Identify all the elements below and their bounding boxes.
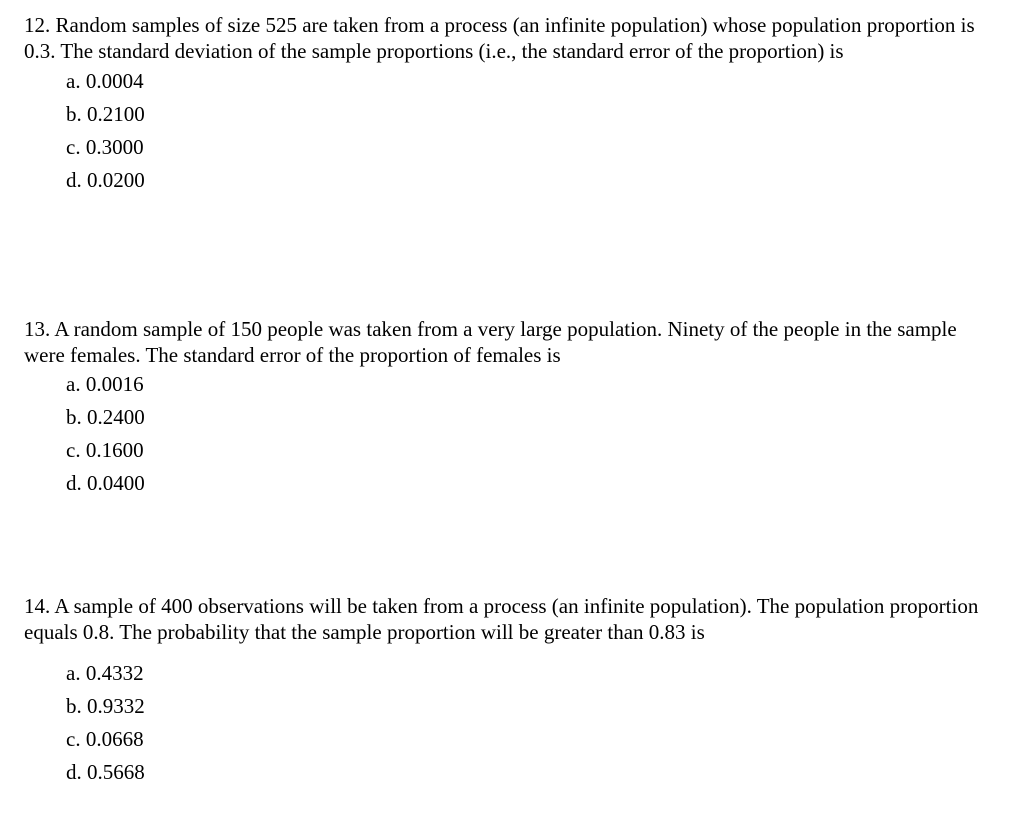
option-a: a. 0.4332: [66, 661, 144, 685]
answer-options: [24, 65, 984, 197]
option-a: a. 0.0016: [66, 372, 144, 396]
option-d: d. 0.0200: [66, 168, 145, 192]
option-c: c. 0.0668: [66, 727, 144, 751]
question-text: 13. A random sample of 150 people was taken from a very large population. Ninety of the people in the sample were females. The standard error of the proportion of females is: [24, 317, 957, 367]
option-c: c. 0.1600: [66, 438, 144, 462]
answer-options: [24, 657, 984, 789]
option-b: b. 0.9332: [66, 694, 145, 718]
option-d: d. 0.5668: [66, 760, 145, 784]
question-13: [24, 316, 984, 500]
option-b: b. 0.2400: [66, 405, 145, 429]
question-12: [24, 12, 984, 197]
question-text: 12. Random samples of size 525 are taken from a process (an infinite population) whose population proportion is 0.3. The standard deviation of the sample proportions (i.e., the standard error of the proportion) is: [24, 13, 975, 63]
option-c: c. 0.3000: [66, 135, 144, 159]
question-14: [24, 593, 984, 789]
option-d: d. 0.0400: [66, 471, 145, 495]
question-text: 14. A sample of 400 observations will be taken from a process (an infinite population). The population proportion equals 0.8. The probability that the sample proportion will be greater than 0.83 is: [24, 594, 979, 644]
answer-options: [24, 368, 984, 500]
option-b: b. 0.2100: [66, 102, 145, 126]
option-a: a. 0.0004: [66, 69, 144, 93]
